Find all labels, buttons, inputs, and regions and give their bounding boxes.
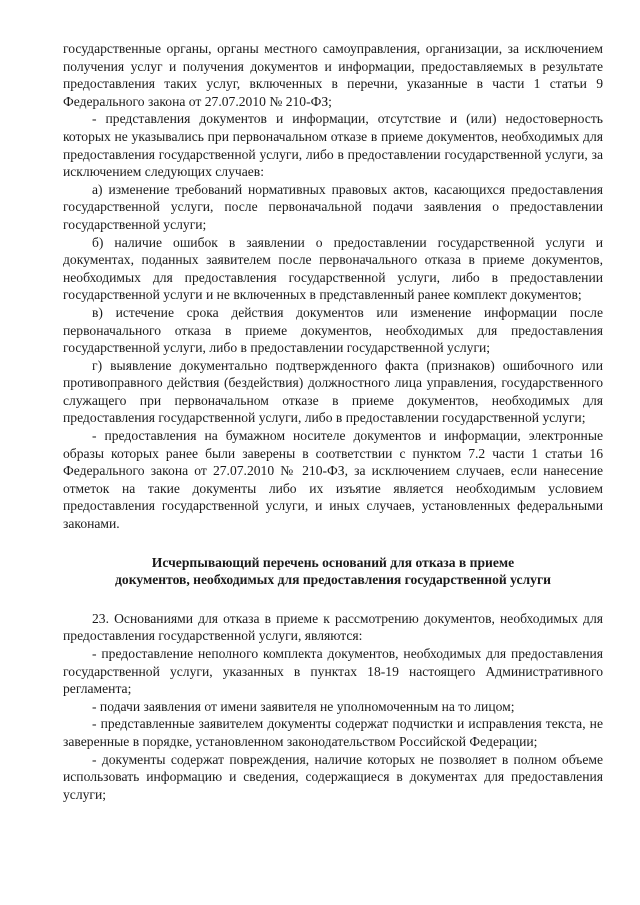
- section-heading: [63, 554, 603, 589]
- paragraph-ground-unauthorized-person: - подачи заявления от имени заявителя не уполномоченным на то лицом;: [92, 698, 515, 714]
- paragraph-ground-damage: - документы содержат повреждения, наличие которых не позволяет в полном объеме использовать информацию и сведения, содержащиеся в документах для предоставления услуги;: [63, 751, 603, 802]
- paragraph-clause-23: 23. Основаниями для отказа в приеме к рассмотрению документов, необходимых для предоставления государственной услуги, являются:: [63, 610, 603, 644]
- paragraph-exception-a: а) изменение требований нормативных правовых актов, касающихся предоставления государственной услуги, после первоначальной подачи заявления о предоставлении государственной услуги;: [63, 181, 603, 232]
- paragraph-exception-b: б) наличие ошибок в заявлении о предоставлении государственной услуги и документах, поданных заявителем после первоначального отказа в приеме документов, необходимых для предоставления государственной услуги, либо в предоставлении государственной услуги и не включенных в представленный ранее комплект документов;: [63, 234, 603, 303]
- section-heading-line-1: Исчерпывающий перечень оснований для отказа в приеме: [151, 554, 515, 570]
- paragraph-ground-erasures: - представленные заявителем документы содержат подчистки и исправления текста, не заверенные в порядке, установленном законодательством Российской Федерации;: [63, 716, 603, 749]
- paragraph-item-paper-documents: - предоставления на бумажном носителе документов и информации, электронные образы которых ранее были заверены в соответствии с пунктом 7.2 части 1 статьи 16 Федерального закона от 27.07.2010 № 210-ФЗ, за исключением случаев, если нанесение отметок на такие документы либо их изъятие является необходимым условием предоставления государственной услуги, и иных случаев, установленных федеральными законами.: [63, 428, 603, 532]
- document-page: [63, 40, 603, 803]
- section-heading-line-2: документов, необходимых для предоставления государственной услуги: [115, 572, 551, 588]
- paragraph-ground-incomplete-set: - предоставление неполного комплекта документов, необходимых для предоставления государственной услуги, указанных в пунктах 18-19 настоящего Административного регламента;: [63, 646, 603, 697]
- paragraph-exception-v: в) истечение срока действия документов или изменение информации после первоначального отказа в приеме документов, необходимых для предоставления государственной услуги, либо в предоставлении государственной услуги;: [63, 304, 603, 356]
- paragraph-exception-g: г) выявление документально подтвержденного факта (признаков) ошибочного или противоправного действия (бездействия) должностного лица управления, государственного служащего при первоначальном отказе в приеме документов, необходимых для предоставления государственной услуги, либо в предоставлении государственной услуги;: [63, 357, 603, 426]
- paragraph-item-documents-not-indicated: - представления документов и информации, отсутствие и (или) недостоверность которых не указывались при первоначальном отказе в приеме документов, необходимых для предоставления государственной услуги, либо в предоставлении государственной услуги, за исключением следующих случаев:: [63, 111, 603, 180]
- paragraph-continuation: государственные органы, органы местного самоуправления, организации, за исключением получения услуг и получения документов и информации, предоставляемых в результате предоставления таких услуг, включенных в перечни, указанные в части 1 статьи 9 Федерального закона от 27.07.2010 № 210-ФЗ;: [63, 41, 603, 109]
